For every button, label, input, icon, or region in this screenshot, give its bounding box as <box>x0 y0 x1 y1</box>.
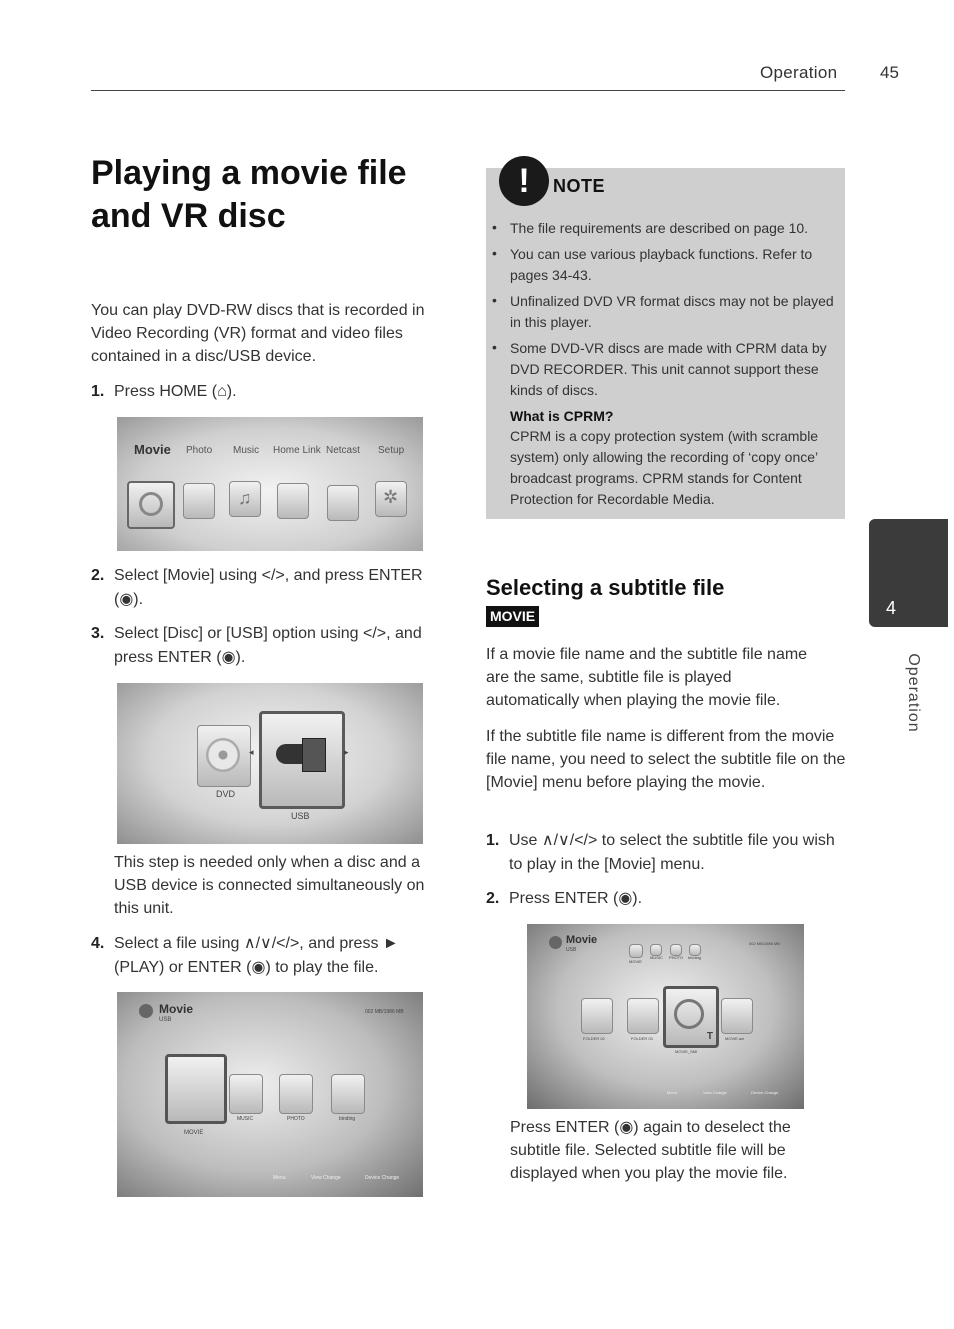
movie-logo-icon <box>139 1004 153 1018</box>
footer-menu: Menu <box>667 1090 678 1095</box>
step-number: 4. <box>91 935 105 952</box>
left-arrow-icon: ◂ <box>249 747 254 757</box>
browser-title: Movie <box>159 1002 194 1016</box>
item-label: FOLDER 03 <box>631 1036 653 1041</box>
home-menu-screenshot <box>117 417 423 551</box>
footer-device-change: Device Change <box>751 1090 779 1095</box>
cprm-text: CPRM is a copy protection system (with scramble system) only allowing the recording of ‘copy once’ broadcast programs. CPRM stands for Content Protection for Recordable Media. <box>510 428 819 507</box>
intro-paragraph: You can play DVD-RW discs that is recorded in Video Recording (VR) format and video files contained in a disc/USB device. <box>91 302 425 365</box>
step-number: 2. <box>486 890 500 907</box>
folder-icon <box>629 944 643 958</box>
note-item: Unfinalized DVD VR format discs may not be played in this player. <box>510 293 834 330</box>
subtitle-paragraph-1: If a movie file name and the subtitle file name are the same, subtitle file is played automatically when playing the movie file. <box>486 646 808 709</box>
folder-icon <box>627 998 659 1034</box>
photo-icon <box>183 483 215 519</box>
setup-icon: ✲ <box>375 481 407 517</box>
footer-device-change: Device Change <box>365 1175 400 1181</box>
note-item: You can use various playback functions. Refer to pages 34-43. <box>510 246 813 283</box>
step-text: Use ∧/∨/</> to select the subtitle file you wish to play in the [Movie] menu. <box>509 832 835 873</box>
step-4 <box>91 932 451 980</box>
deselect-paragraph: Press ENTER (◉) again to deselect the subtitle file. Selected subtitle file will be displayed when you play the movie file. <box>510 1119 791 1182</box>
dvd-icon <box>197 725 251 787</box>
capacity: 002 MB/1986 MB <box>749 941 780 946</box>
item-label: MOVIE <box>184 1130 204 1136</box>
subtitle-browser-screenshot <box>527 924 804 1109</box>
header-divider <box>91 90 845 91</box>
step-number: 2. <box>91 567 105 584</box>
chapter-number: 4 <box>886 598 897 618</box>
header-section: Operation <box>760 63 838 82</box>
step-number: 3. <box>91 625 105 642</box>
note-item: Some DVD-VR discs are made with CPRM data by DVD RECORDER. This unit cannot support these kinds of discs. <box>510 340 827 398</box>
device-select-screenshot <box>117 683 423 844</box>
step-3-note: This step is needed only when a disc and a USB device is connected simultaneously on this unit. <box>114 854 425 917</box>
step-text: Select [Movie] using </>, and press ENTER (◉). <box>114 567 423 608</box>
usb-icon <box>259 711 345 809</box>
folder-icon <box>279 1074 313 1114</box>
section-heading: Selecting a subtitle file <box>486 575 725 600</box>
item-label: FOLDER 02 <box>583 1036 605 1041</box>
footer-menu: Menu <box>273 1175 286 1181</box>
step-text: Select [Disc] or [USB] option using </>, and press ENTER (◉). <box>114 625 422 666</box>
exclamation-icon: ! <box>499 156 549 206</box>
music-icon: ♫ <box>229 481 261 517</box>
movie-icon <box>127 481 175 529</box>
right-arrow-icon: ▸ <box>344 747 349 757</box>
cprm-heading: What is CPRM? <box>510 408 614 424</box>
movie-badge: MOVIE <box>486 606 539 627</box>
item-label: MUSIC <box>650 955 663 960</box>
item-label: MOVIE_SMI <box>675 1049 698 1054</box>
chapter-tab <box>869 519 948 627</box>
bullet-icon: • <box>492 292 497 308</box>
home-menu-item: Movie <box>134 442 171 457</box>
step-number: 1. <box>91 383 105 400</box>
note-item: The file requirements are described on page 10. <box>510 220 809 236</box>
browser-subtitle: USB <box>159 1017 172 1023</box>
footer-view-change: View Change <box>703 1090 727 1095</box>
item-label: binding <box>339 1116 356 1122</box>
capacity: 002 MB/1986 MB <box>365 1009 404 1015</box>
dvd-label: DVD <box>216 789 236 799</box>
step-number: 1. <box>486 832 500 849</box>
item-label: binding <box>688 955 701 960</box>
movie-logo-icon <box>549 936 562 949</box>
step-text: Press ENTER (◉). <box>509 890 643 907</box>
movie-file-icon <box>721 998 753 1034</box>
usb-label: USB <box>291 811 310 821</box>
item-label: PHOTO <box>287 1116 305 1122</box>
home-menu-item: Photo <box>186 445 213 456</box>
step-3 <box>91 622 451 670</box>
bullet-icon: • <box>492 245 497 261</box>
subtitle-step-2 <box>486 887 846 911</box>
browser-title: Movie <box>566 934 598 946</box>
bullet-icon: • <box>492 219 497 235</box>
footer-view-change: View Change <box>311 1175 341 1181</box>
folder-icon <box>581 998 613 1034</box>
folder-icon <box>331 1074 365 1114</box>
item-label: MOVIE <box>629 959 642 964</box>
folder-icon <box>229 1074 263 1114</box>
home-menu-item: Netcast <box>326 445 360 456</box>
item-label: MOVIE.avi <box>725 1036 745 1041</box>
title-line-2: and VR disc <box>91 197 286 235</box>
step-text: Press HOME (⌂). <box>114 383 237 400</box>
home-link-icon <box>277 483 309 519</box>
title-line-1: Playing a movie file <box>91 154 407 192</box>
home-menu-item: Music <box>233 445 260 456</box>
netcast-icon <box>327 485 359 521</box>
movie-file-icon: T <box>663 986 719 1048</box>
home-menu-item: Home Link <box>273 445 321 456</box>
browser-subtitle: USB <box>566 947 577 953</box>
page-number: 45 <box>880 63 899 82</box>
folder-icon <box>165 1054 227 1124</box>
step-1 <box>91 380 451 404</box>
bullet-icon: • <box>492 339 497 355</box>
movie-browser-screenshot <box>117 992 423 1197</box>
step-text: Select a file using ∧/∨/</>, and press ► (PLAY) or ENTER (◉) to play the file. <box>114 935 399 976</box>
home-menu-item: Setup <box>378 445 405 456</box>
page-title <box>91 152 451 238</box>
subtitle-step-1 <box>486 829 846 877</box>
note-title: NOTE <box>553 176 606 196</box>
item-label: PHOTO <box>669 955 684 960</box>
step-2 <box>91 564 451 612</box>
subtitle-paragraph-2: If the subtitle file name is different from the movie file name, you need to select the subtitle file on the [Movie] menu before playing the movie. <box>486 728 846 791</box>
item-label: MUSIC <box>237 1116 254 1122</box>
chapter-label: Operation <box>905 653 922 733</box>
